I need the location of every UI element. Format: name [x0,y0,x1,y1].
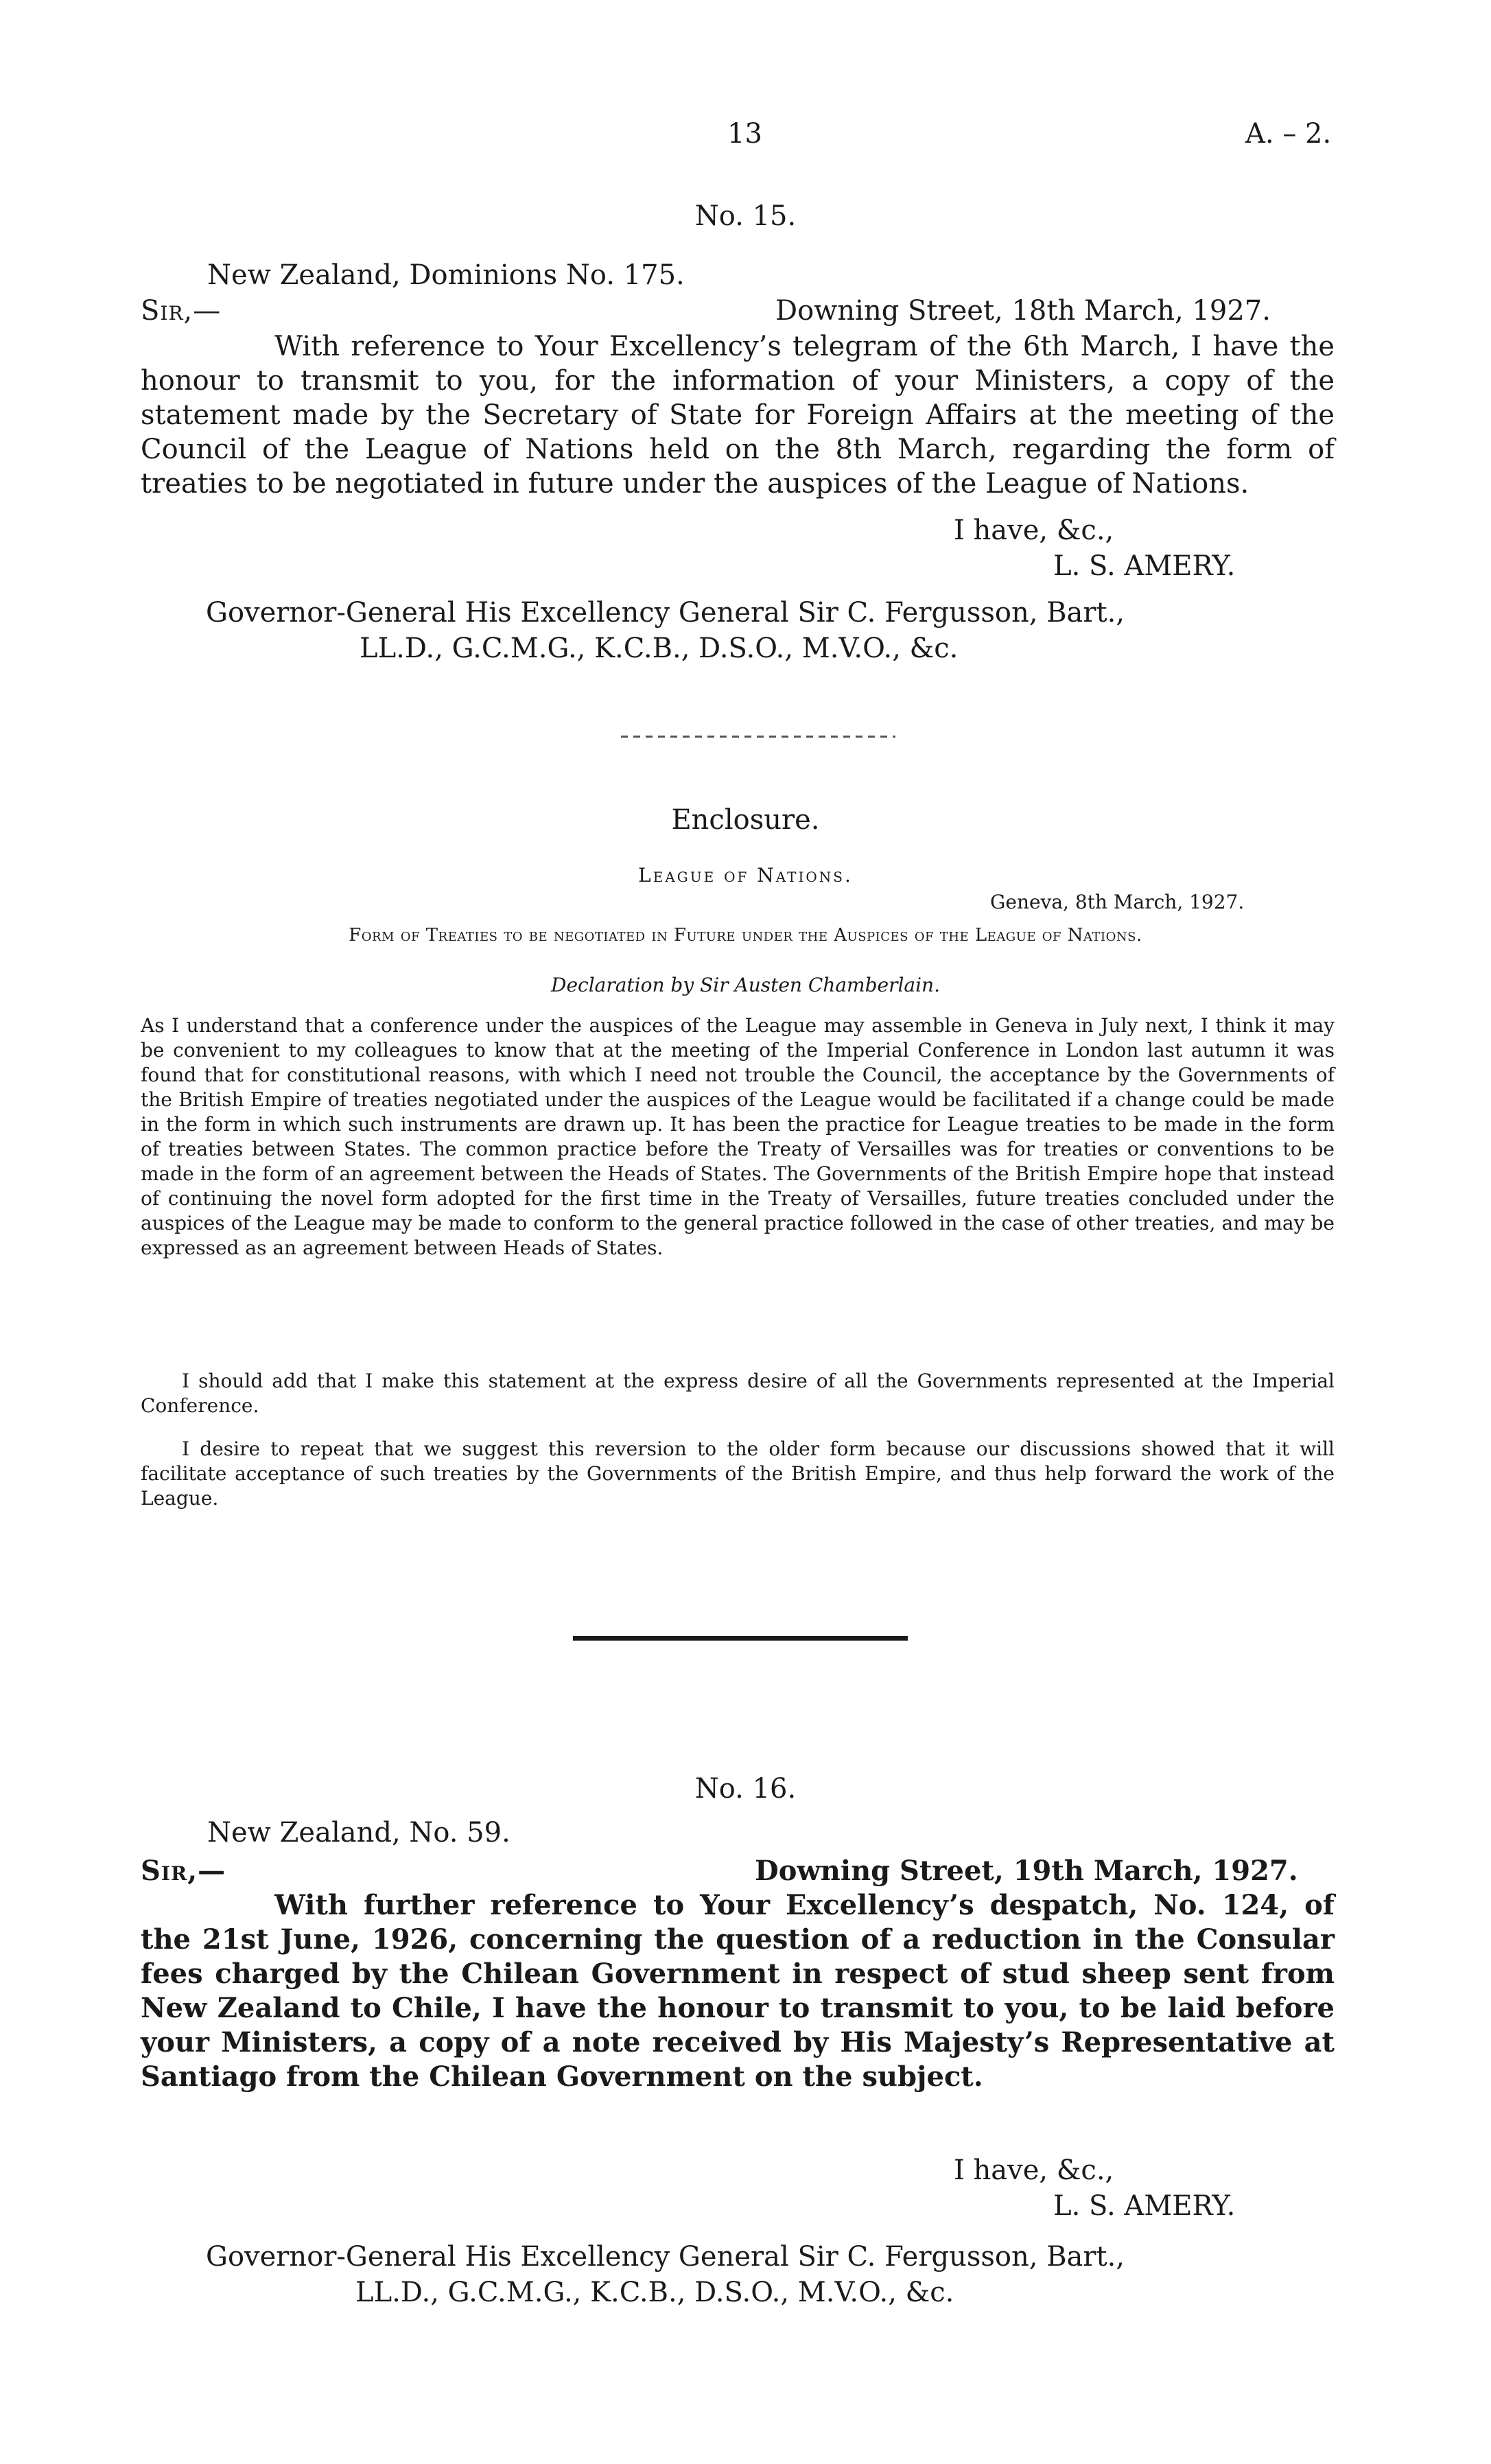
letter-15-signature: L. S. AMERY. [1053,550,1236,582]
letter-16-addressee-line2: LL.D., G.C.M.G., K.C.B., D.S.O., M.V.O., &c. [355,2277,954,2308]
enclosure-dateline: Geneva, 8th March, 1927. [990,891,1245,913]
letter-15-addressee-line2: LL.D., G.C.M.G., K.C.B., D.S.O., M.V.O., &c. [360,633,959,664]
enclosure-title: Form of Treaties to be negotiated in Future under the Auspices of the League of Nations. [349,925,1142,946]
page-number: 13 [727,118,762,150]
letter-15-heading: No. 15. [694,200,797,232]
letter-15-addressee-line1: Governor-General His Excellency General Sir C. Fergusson, Bart., [206,597,1125,629]
letter-16-subject: New Zealand, No. 59. [207,1817,510,1849]
separator-rule [573,1636,908,1641]
letter-15-body: With reference to Your Excellency’s telegram of the 6th March, I have the honour to transmit to you, for the information of your Ministers, a copy of the statement made by the Secretary of State for Foreign Affairs at the meeting of the Council of the League of Nations held on the 8th March, regarding the form of treaties to be negotiated in future under the auspices of the League of Nations. [141,331,1335,500]
letter-16-closing: I have, &c., [954,2155,1114,2186]
letter-15-subject: New Zealand, Dominions No. 175. [207,259,685,291]
enclosure-organisation: League of Nations. [638,864,853,887]
document-reference: A. – 2. [1245,118,1332,150]
enclosure-declaration: Declaration by Sir Austen Chamberlain. [551,974,940,996]
enclosure-paragraph-3: I desire to repeat that we suggest this reversion to the older form because our discussions showed that it will facilitate acceptance of such treaties by the Governments of the British Empire, and thus help forward the work of the League. [141,1438,1335,1510]
letter-15-salutation: Sir,— [141,295,222,327]
separator-dashes [621,736,895,738]
letter-16-dateline: Downing Street, 19th March, 1927. [755,1855,1298,1887]
letter-16-signature: L. S. AMERY. [1053,2190,1236,2222]
letter-16-body: With further reference to Your Excellency’s despatch, No. 124, of the 21st June, 1926, concerning the question of a reduction in the Consular fees charged by the Chilean Government in respect of stud sheep sent from New Zealand to Chile, I have the honour to transmit to you, to be laid before your Ministers, a copy of a note received by His Majesty’s Representative at Santiago from the Chilean Government on the subject. [141,1889,1335,2093]
letter-16-salutation: Sir,— [141,1855,226,1887]
enclosure-paragraph-1: As I understand that a conference under the auspices of the League may assemble in Geneva in July next, I think it may be convenient to my colleagues to know that at the meeting of the Imperial Conference in London last autumn it was found that for constitutional reasons, with which I need not trouble the Council, the acceptance by the Governments of the British Empire of treaties negotiated under the auspices of the League would be facilitated if a change could be made in the form in which such instruments are drawn up. It has been the practice for League treaties to be made in the form of treaties between States. The common practice before the Treaty of Versailles was for treaties or conventions to be made in the form of an agreement between the Heads of States. The Governments of the British Empire hope that instead of continuing the novel form adopted for the first time in the Treaty of Versailles, future treaties concluded under the auspices of the League may be made to conform to the general practice followed in the case of other treaties, and may be expressed as an agreement between Heads of States. [141,1014,1335,1259]
letter-16-addressee-line1: Governor-General His Excellency General Sir C. Fergusson, Bart., [206,2241,1125,2273]
enclosure-heading: Enclosure. [671,804,820,836]
letter-15-dateline: Downing Street, 18th March, 1927. [775,295,1271,327]
enclosure-paragraph-2: I should add that I make this statement at the express desire of all the Governments represented at the Imperial Conference. [141,1370,1335,1417]
letter-16-heading: No. 16. [694,1773,797,1805]
letter-15-closing: I have, &c., [954,515,1114,546]
